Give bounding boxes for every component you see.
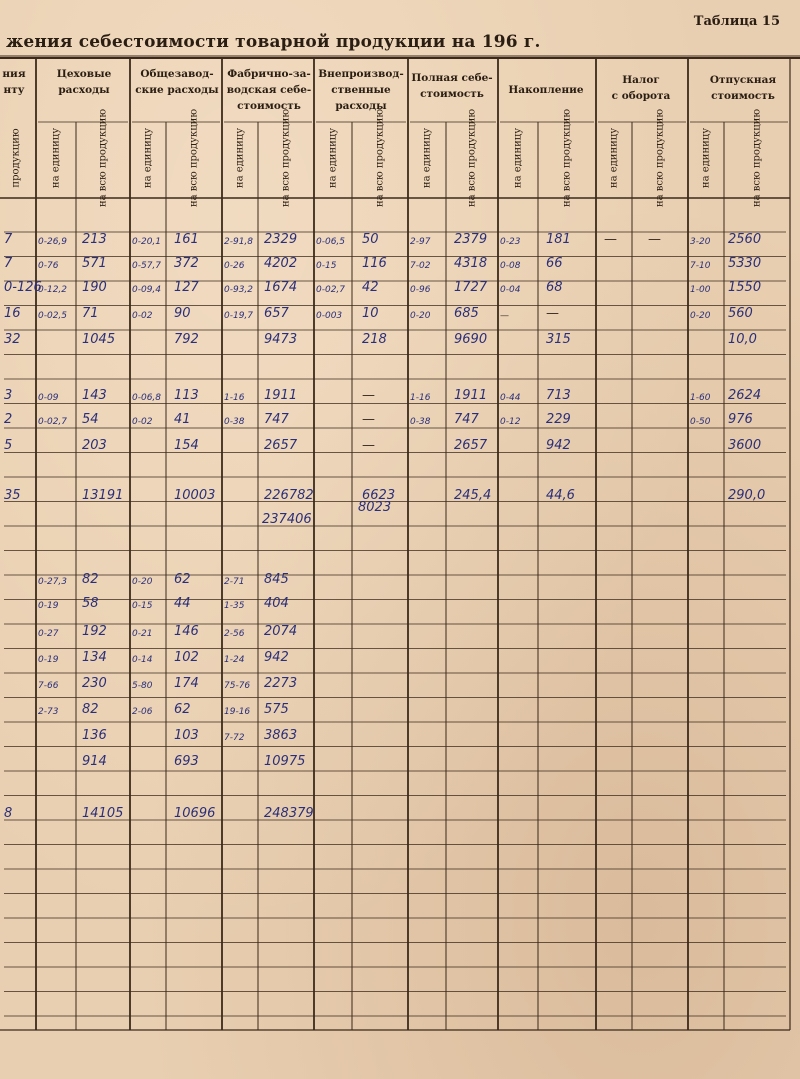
cell-gen-u: 5-80 (132, 681, 153, 691)
header-col0: ния нту (2, 68, 26, 96)
cell-fac-a: 10975 (264, 754, 306, 769)
cell-acc-a: 68 (546, 280, 563, 295)
cell-np-u: 0-06,5 (316, 237, 346, 247)
cell-fac-a: 845 (264, 572, 289, 587)
cell-gen-u: 0-20,1 (132, 237, 162, 247)
cell-fac-a: 1911 (264, 388, 298, 403)
header-shop-expenses: Цеховые расходы (56, 68, 112, 96)
cell-full-a: 1727 (454, 280, 488, 295)
cell-gen-a: 62 (174, 572, 191, 587)
cell-acc-u: 0-04 (500, 285, 521, 295)
cell-c0: 5 (4, 438, 13, 453)
cell-full-u: 2-97 (410, 237, 431, 247)
cell-full-u: 7-02 (410, 261, 431, 271)
cell-np-a: 6623 (362, 488, 396, 503)
cell-shop-u: 0-76 (38, 261, 59, 271)
cell-fac-a: 2657 (264, 438, 298, 453)
subheader-release-per-all: на всю продукцию (751, 108, 763, 208)
cell-shop-a: 71 (82, 306, 99, 321)
header-full-cost: Полная себе- стоимость (411, 72, 493, 100)
cell-rel-u: 7-10 (690, 261, 711, 271)
cell-c0: 32 (4, 332, 21, 347)
cell-full-a: 9690 (454, 332, 488, 347)
subheader-release-per-unit: на единицу (700, 127, 712, 189)
cell-gen-u: 0-02 (132, 417, 153, 427)
cell-gen-a: 127 (174, 280, 199, 295)
cell-shop-a: 134 (82, 650, 107, 665)
cell-np-a: 218 (362, 332, 387, 347)
cell-c0: 8 (4, 806, 13, 821)
cell-acc-u: 0-44 (500, 393, 521, 403)
cell-fac-u: 19-16 (224, 707, 251, 717)
cell-np-a-corrected: 8023 (358, 500, 392, 515)
cell-full-a: 1911 (454, 388, 488, 403)
cell-shop-u: 0-27 (38, 629, 59, 639)
cell-shop-a: 82 (82, 702, 99, 717)
cell-gen-u: 0-15 (132, 601, 153, 611)
subheader-general-per-all: на всю продукцию (188, 108, 200, 208)
cell-shop-a: 14105 (82, 806, 124, 821)
cell-acc-a: 66 (546, 256, 563, 271)
cell-c0: 0-126 (4, 280, 42, 295)
cell-fac-u: 1-35 (224, 601, 245, 611)
cell-shop-u: 0-02,7 (38, 417, 68, 427)
cell-gen-a: 154 (174, 438, 199, 453)
cell-acc-a: 44,6 (546, 488, 575, 503)
cell-gen-a: 161 (174, 232, 199, 247)
cell-fac-a: 226782 (264, 488, 314, 503)
cell-rel-a: 2560 (728, 232, 762, 247)
cell-gen-a: 44 (174, 596, 191, 611)
cell-acc-a: 713 (546, 388, 571, 403)
cell-rel-u: 3-20 (690, 237, 711, 247)
header-accumulation: Накопление (508, 84, 584, 96)
cell-fac-u: 0-93,2 (224, 285, 254, 295)
cell-fac-a: 2273 (264, 676, 298, 691)
cell-full-u: 0-20 (410, 311, 431, 321)
header-turnover-tax: Налог с оборота (611, 74, 671, 102)
cell-fac-a: 2074 (264, 624, 298, 639)
cell-acc-a: 229 (546, 412, 571, 427)
cell-acc-u: 0-23 (500, 237, 521, 247)
cell-acc-a: — (546, 306, 559, 321)
cell-shop-a: 82 (82, 572, 99, 587)
cell-gen-a: 62 (174, 702, 191, 717)
cell-gen-u: 0-09,4 (132, 285, 162, 295)
cell-rel-a: 560 (728, 306, 753, 321)
cell-gen-a: 10696 (174, 806, 216, 821)
cell-shop-a: 136 (82, 728, 107, 743)
cell-c0: 16 (4, 306, 21, 321)
cell-fac-u: 7-72 (224, 733, 245, 743)
cell-np-a: — (362, 388, 375, 403)
cell-acc-a: 181 (546, 232, 571, 247)
page-title: жения себестоимости товарной продукции на 196 г. (6, 32, 541, 52)
cell-shop-a: 571 (82, 256, 107, 271)
subheader-accum-per-all: на всю продукцию (561, 108, 573, 208)
subheader-factory-per-unit: на единицу (234, 127, 246, 189)
cell-shop-u: 0-19 (38, 601, 59, 611)
cell-fac-u: 75-76 (224, 681, 251, 691)
cell-fac-a: 747 (264, 412, 289, 427)
cell-np-a: — (362, 438, 375, 453)
cell-acc-a: 315 (546, 332, 571, 347)
cell-shop-a: 1045 (82, 332, 116, 347)
cell-fac-u: 1-16 (224, 393, 245, 403)
cell-acc-u: — (500, 311, 509, 321)
cell-np-a: 10 (362, 306, 379, 321)
cell-shop-u: 0-02,5 (38, 311, 68, 321)
cell-shop-a: 213 (82, 232, 107, 247)
cell-gen-a: 174 (174, 676, 199, 691)
cell-full-u: 0-38 (410, 417, 431, 427)
header-factory-cost: Фабрично-за- водская себе- стоимость (226, 68, 312, 112)
cell-rel-a: 2624 (728, 388, 762, 403)
cell-fac-u: 2-56 (224, 629, 245, 639)
cell-gen-a: 792 (174, 332, 199, 347)
cell-full-a: 2657 (454, 438, 488, 453)
cell-rel-u: 1-60 (690, 393, 711, 403)
cell-shop-a: 914 (82, 754, 107, 769)
subheader-full-per-all: на всю продукцию (466, 108, 478, 208)
subheader-general-per-unit: на единицу (142, 127, 154, 189)
cell-c0: 3 (4, 388, 13, 403)
cell-fac-a: 3863 (264, 728, 298, 743)
cell-acc-u: 0-08 (500, 261, 521, 271)
cell-full-a: 747 (454, 412, 479, 427)
cell-full-u: 1-16 (410, 393, 431, 403)
cell-gen-u: 0-14 (132, 655, 153, 665)
cell-fac-u: 0-26 (224, 261, 245, 271)
cell-fac-a: 575 (264, 702, 289, 717)
cell-fac-a: 404 (264, 596, 289, 611)
cell-shop-u: 0-26,9 (38, 237, 68, 247)
cell-np-u: 0-02,7 (316, 285, 346, 295)
cell-tax-u: — (604, 232, 617, 247)
subheader-tax-per-all: на всю продукцию (654, 108, 666, 208)
cell-fac-a: 1674 (264, 280, 298, 295)
cell-full-a: 685 (454, 306, 479, 321)
cell-c0: 7 (4, 256, 13, 271)
cell-shop-a: 192 (82, 624, 107, 639)
cell-shop-u: 0-12,2 (38, 285, 68, 295)
cell-gen-a: 103 (174, 728, 199, 743)
cell-gen-a: 90 (174, 306, 191, 321)
cell-rel-u: 1-00 (690, 285, 711, 295)
cell-shop-u: 7-66 (38, 681, 59, 691)
cell-acc-a: 942 (546, 438, 571, 453)
cell-rel-u: 0-20 (690, 311, 711, 321)
subheader-tax-per-unit: на единицу (608, 127, 620, 189)
cell-rel-a: 976 (728, 412, 753, 427)
cell-shop-a: 230 (82, 676, 107, 691)
cell-shop-a: 13191 (82, 488, 124, 503)
cell-gen-u: 0-02 (132, 311, 153, 321)
header-general-expenses: Общезавод- ские расходы (135, 68, 219, 96)
cell-gen-u: 2-06 (132, 707, 153, 717)
cell-tax-a: — (648, 232, 661, 247)
cell-fac-a: 248379 (264, 806, 314, 821)
cell-fac-u: 0-19,7 (224, 311, 254, 321)
cell-acc-u: 0-12 (500, 417, 521, 427)
cell-fac-a: 657 (264, 306, 289, 321)
cell-full-a: 4318 (454, 256, 488, 271)
cell-shop-a: 143 (82, 388, 107, 403)
cell-gen-a: 146 (174, 624, 199, 639)
cell-gen-u: 0-20 (132, 577, 153, 587)
cell-rel-a: 290,0 (728, 488, 766, 503)
cell-gen-u: 0-06,8 (132, 393, 162, 403)
cell-fac-a: 9473 (264, 332, 298, 347)
cell-shop-u: 2-73 (38, 707, 59, 717)
cell-fac-a: 2329 (264, 232, 298, 247)
subheader-accum-per-unit: на единицу (512, 127, 524, 189)
cell-np-u: 0-003 (316, 311, 343, 321)
cell-full-a: 245,4 (454, 488, 492, 503)
cell-np-a: 50 (362, 232, 379, 247)
subheader-nonprod-per-all: на всю продукцию (374, 108, 386, 208)
cell-full-u: 0-96 (410, 285, 431, 295)
cell-gen-a: 41 (174, 412, 191, 427)
header-release-cost: Отпускная стоимость (709, 74, 777, 102)
cell-fac-a: 4202 (264, 256, 298, 271)
header-nonproduction-expenses: Внепроизвод- ственные расходы (318, 68, 404, 112)
cell-shop-u: 0-19 (38, 655, 59, 665)
cell-rel-u: 0-50 (690, 417, 711, 427)
cell-gen-a: 693 (174, 754, 199, 769)
cell-gen-a: 102 (174, 650, 199, 665)
cell-shop-a: 54 (82, 412, 99, 427)
cell-c0: 7 (4, 232, 13, 247)
subheader-col0: продукцию (10, 128, 22, 188)
cell-shop-a: 190 (82, 280, 107, 295)
cell-c0: 35 (4, 488, 21, 503)
cell-rel-a: 3600 (728, 438, 762, 453)
cell-np-a: 42 (362, 280, 379, 295)
cell-gen-a: 372 (174, 256, 199, 271)
cell-fac-a-corrected: 237406 (262, 512, 312, 527)
subheader-factory-per-all: на всю продукцию (280, 108, 292, 208)
cell-gen-u: 0-57,7 (132, 261, 162, 271)
subheader-full-per-unit: на единицу (421, 127, 433, 189)
cell-shop-a: 58 (82, 596, 99, 611)
table-number: Таблица 15 (693, 14, 780, 29)
cell-rel-a: 10,0 (728, 332, 757, 347)
cell-np-u: 0-15 (316, 261, 337, 271)
cell-shop-u: 0-27,3 (38, 577, 68, 587)
cell-gen-u: 0-21 (132, 629, 153, 639)
cell-shop-u: 0-09 (38, 393, 59, 403)
cell-shop-a: 203 (82, 438, 107, 453)
cell-full-a: 2379 (454, 232, 488, 247)
cell-rel-a: 1550 (728, 280, 762, 295)
cell-fac-u: 2-91,8 (224, 237, 254, 247)
cell-gen-a: 113 (174, 388, 199, 403)
cell-fac-u: 0-38 (224, 417, 245, 427)
cell-fac-a: 942 (264, 650, 289, 665)
cell-np-a: — (362, 412, 375, 427)
cell-gen-a: 10003 (174, 488, 216, 503)
subheader-nonprod-per-unit: на единицу (327, 127, 339, 189)
cell-c0: 2 (4, 412, 13, 427)
cell-rel-a: 5330 (728, 256, 762, 271)
subheader-shop-per-all: на всю продукцию (97, 108, 109, 208)
subheader-shop-per-unit: на единицу (50, 127, 62, 189)
cell-fac-u: 2-71 (224, 577, 245, 587)
cell-fac-u: 1-24 (224, 655, 245, 665)
cell-np-a: 116 (362, 256, 387, 271)
